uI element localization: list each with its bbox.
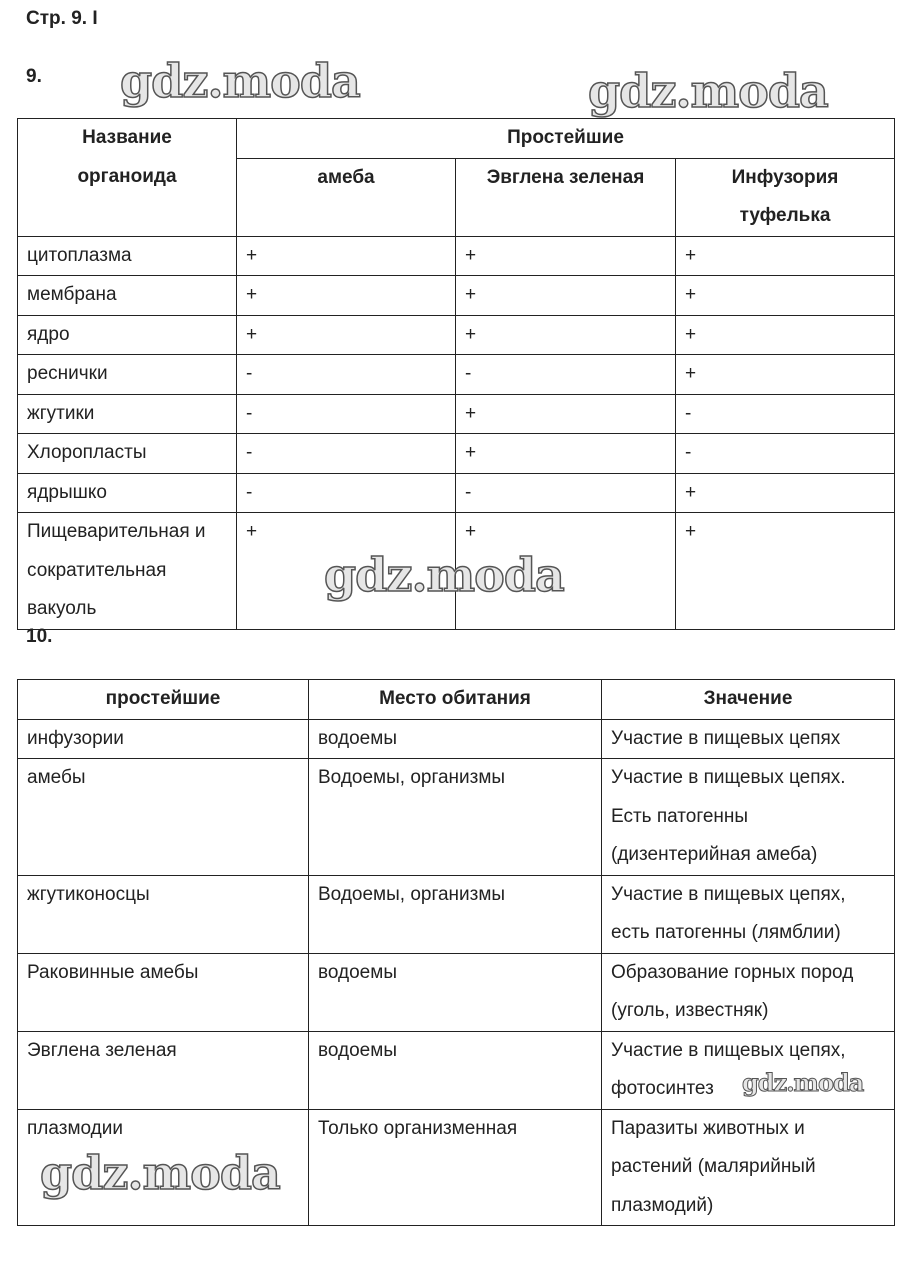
organoid-name: ядро <box>18 315 237 355</box>
organoid-name: реснички <box>18 355 237 395</box>
presence-mark: + <box>456 236 676 276</box>
presence-mark: + <box>237 236 456 276</box>
task-10-number: 10. <box>26 626 53 647</box>
organoid-name: мембрана <box>18 276 237 316</box>
watermark-logo: gdz.moda <box>324 548 564 602</box>
presence-mark: + <box>456 394 676 434</box>
presence-mark: + <box>676 315 895 355</box>
table-row <box>18 953 895 1031</box>
presence-mark: - <box>456 355 676 395</box>
header-significance: Значение <box>602 680 895 720</box>
protozoa-name: инфузории <box>18 719 309 759</box>
table-row <box>18 434 895 474</box>
presence-mark: + <box>676 355 895 395</box>
significance: Образование горных пород (уголь, известняк) <box>602 953 895 1031</box>
presence-mark: - <box>237 355 456 395</box>
habitat: водоемы <box>309 1031 602 1109</box>
presence-mark: + <box>456 276 676 316</box>
presence-mark: - <box>237 473 456 513</box>
presence-mark: + <box>676 236 895 276</box>
protozoa-name: амебы <box>18 759 309 876</box>
table-row <box>18 236 895 276</box>
presence-mark: + <box>456 434 676 474</box>
header-ameba: амеба <box>237 158 456 236</box>
table-row <box>18 473 895 513</box>
habitat: Водоемы, организмы <box>309 875 602 953</box>
presence-mark: + <box>456 315 676 355</box>
watermark-logo: gdz.moda <box>40 1146 280 1200</box>
organoid-name: ядрышко <box>18 473 237 513</box>
header-habitat: Место обитания <box>309 680 602 720</box>
watermark-logo: gdz.moda <box>742 1068 864 1097</box>
significance: Паразиты животных и растений (малярийный плазмодий) <box>602 1109 895 1226</box>
presence-mark: + <box>676 276 895 316</box>
page-title: Стр. 9. I <box>26 8 98 29</box>
habitat: Только организменная <box>309 1109 602 1226</box>
header-euglena: Эвглена зеленая <box>456 158 676 236</box>
significance: Участие в пищевых цепях. Есть патогенны (дизентерийная амеба) <box>602 759 895 876</box>
presence-mark: - <box>237 394 456 434</box>
presence-mark: + <box>456 513 676 630</box>
table-row <box>18 513 895 630</box>
table-row <box>18 276 895 316</box>
presence-mark: + <box>676 513 895 630</box>
protozoa-table <box>17 679 895 1226</box>
habitat: Водоемы, организмы <box>309 759 602 876</box>
presence-mark: + <box>237 315 456 355</box>
table-row <box>18 875 895 953</box>
table-row <box>18 1031 895 1109</box>
habitat: водоемы <box>309 719 602 759</box>
significance: Участие в пищевых цепях, фотосинтез <box>602 1031 895 1109</box>
presence-mark: + <box>676 473 895 513</box>
protozoa-name: жгутиконосцы <box>18 875 309 953</box>
watermark-logo: gdz.moda <box>120 54 360 108</box>
header-paramecium: Инфузория туфелька <box>676 158 895 236</box>
organoid-name: Пищеварительная и сократительная вакуоль <box>18 513 237 630</box>
habitat: водоемы <box>309 953 602 1031</box>
organoid-name: Хлоропласты <box>18 434 237 474</box>
organoids-table <box>17 118 895 630</box>
presence-mark: - <box>676 434 895 474</box>
protozoa-name: Раковинные амебы <box>18 953 309 1031</box>
table-row <box>18 315 895 355</box>
significance: Участие в пищевых цепях, есть патогенны (лямблии) <box>602 875 895 953</box>
presence-mark: + <box>237 276 456 316</box>
protozoa-name: Эвглена зеленая <box>18 1031 309 1109</box>
organoid-name: жгутики <box>18 394 237 434</box>
presence-mark: - <box>676 394 895 434</box>
table-row <box>18 394 895 434</box>
protozoa-name: плазмодии <box>18 1109 309 1226</box>
table-row <box>18 355 895 395</box>
header-organoid: Название органоида <box>18 119 237 237</box>
table-row <box>18 1109 895 1226</box>
significance: Участие в пищевых цепях <box>602 719 895 759</box>
presence-mark: - <box>237 434 456 474</box>
organoid-name: цитоплазма <box>18 236 237 276</box>
header-protozoa: простейшие <box>18 680 309 720</box>
table-row <box>18 759 895 876</box>
watermark-logo: gdz.moda <box>588 64 828 118</box>
presence-mark: - <box>456 473 676 513</box>
table-row <box>18 719 895 759</box>
presence-mark: + <box>237 513 456 630</box>
task-9-number: 9. <box>26 66 42 87</box>
header-group: Простейшие <box>237 119 895 159</box>
